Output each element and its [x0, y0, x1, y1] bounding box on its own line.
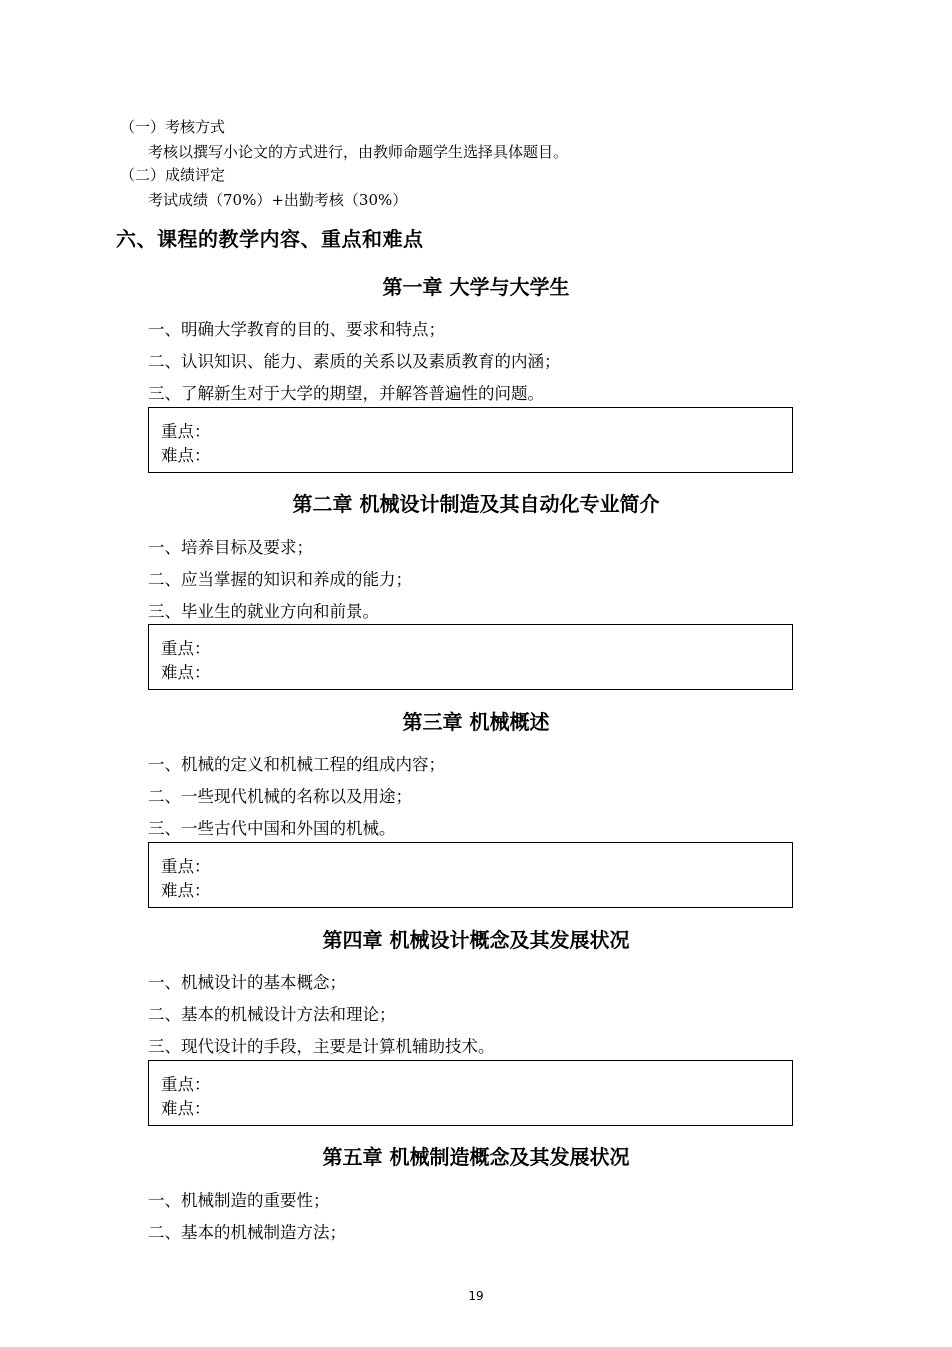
- chapter-3-key-points-box: [148, 842, 793, 908]
- chapter-4-item-2: 二、基本的机械设计方法和理论；: [148, 1005, 396, 1024]
- chapter-2-item-3: 三、毕业生的就业方向和前景。: [148, 602, 379, 621]
- difficulty-label: 难点：: [161, 663, 211, 682]
- assessment-method-text: 考核以撰写小论文的方式进行，由教师命题学生选择具体题目。: [148, 143, 569, 161]
- chapter-1-title: 第一章 大学与大学生: [382, 275, 570, 299]
- chapter-1-item-2: 二、认识知识、能力、素质的关系以及素质教育的内涵；: [148, 352, 561, 371]
- key-point-label: 重点：: [161, 422, 211, 441]
- key-point-label: 重点：: [161, 1075, 211, 1094]
- difficulty-label: 难点：: [161, 1099, 211, 1118]
- chapter-4-key-points-box: [148, 1060, 793, 1126]
- chapter-5-title: 第五章 机械制造概念及其发展状况: [322, 1145, 630, 1169]
- assessment-grading-heading: （二）成绩评定: [120, 166, 226, 184]
- chapter-3-title: 第三章 机械概述: [402, 710, 550, 734]
- chapter-2-item-2: 二、应当掌握的知识和养成的能力；: [148, 570, 412, 589]
- chapter-3-item-2: 二、一些现代机械的名称以及用途；: [148, 787, 412, 806]
- assessment-grading-text: 考试成绩（70%）+出勤考核（30%）: [148, 191, 408, 209]
- chapter-4-item-3: 三、现代设计的手段，主要是计算机辅助技术。: [148, 1037, 495, 1056]
- chapter-2-item-1: 一、培养目标及要求；: [148, 538, 313, 557]
- chapter-3-item-1: 一、机械的定义和机械工程的组成内容；: [148, 755, 445, 774]
- difficulty-label: 难点：: [161, 881, 211, 900]
- chapter-4-title: 第四章 机械设计概念及其发展状况: [322, 928, 630, 952]
- chapter-2-key-points-box: [148, 624, 793, 690]
- chapter-5-item-1: 一、机械制造的重要性；: [148, 1191, 330, 1210]
- assessment-method-heading: （一）考核方式: [120, 118, 226, 136]
- chapter-5-item-2: 二、基本的机械制造方法；: [148, 1223, 346, 1242]
- difficulty-label: 难点：: [161, 446, 211, 465]
- section-title: 六、课程的教学内容、重点和难点: [116, 227, 424, 251]
- key-point-label: 重点：: [161, 857, 211, 876]
- chapter-1-item-1: 一、明确大学教育的目的、要求和特点；: [148, 320, 445, 339]
- chapter-1-key-points-box: [148, 407, 793, 473]
- chapter-1-item-3: 三、了解新生对于大学的期望，并解答普遍性的问题。: [148, 384, 544, 403]
- page-number: 19: [468, 1289, 484, 1303]
- key-point-label: 重点：: [161, 639, 211, 658]
- chapter-4-item-1: 一、机械设计的基本概念；: [148, 973, 346, 992]
- chapter-3-item-3: 三、一些古代中国和外国的机械。: [148, 819, 396, 838]
- chapter-2-title: 第二章 机械设计制造及其自动化专业简介: [292, 492, 660, 516]
